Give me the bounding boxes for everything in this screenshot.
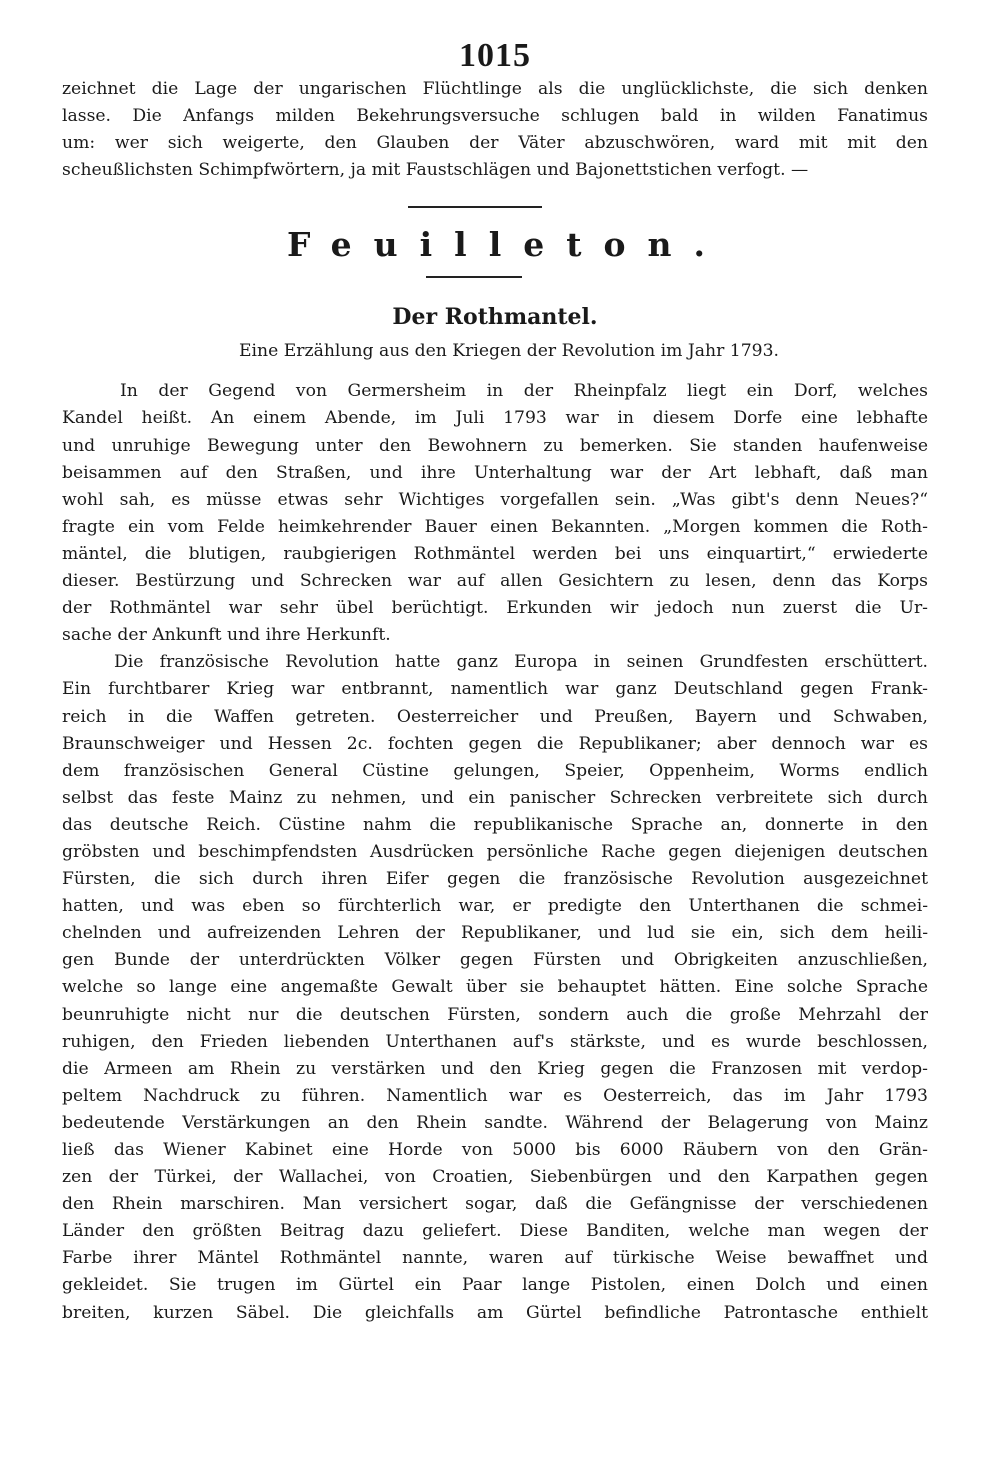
text-line: welche so lange eine angemaßte Gewalt über sie behauptet hätten. Eine solche Sprache [62,977,928,998]
text-line: peltem Nachdruck zu führen. Namentlich war es Oesterreich, das im Jahr 1793 [62,1085,928,1106]
text-line: ruhigen, den Frieden liebenden Unterthanen auf's stärkste, und es wurde beschlossen, [62,1031,928,1052]
text-line: Braunschweiger und Hessen 2c. fochten gegen die Republikaner; aber dennoch war es [62,733,928,754]
text-line: dieser. Bestürzung und Schrecken war auf allen Gesichtern zu lesen, denn das Korps [62,571,928,592]
text-line: lasse. Die Anfangs milden Bekehrungsversuche schlugen bald in wilden Fanatimus [62,106,928,127]
text-line: Fürsten, die sich durch ihren Eifer gegen die französische Revolution ausgezeichnet [62,869,928,890]
intro-paragraph [62,76,928,184]
text-line: beunruhigte nicht nur die deutschen Fürsten, sondern auch die große Mehrzahl der [62,1004,928,1025]
text-line: um: wer sich weigerte, den Glauben der Väter abzuschwören, ward mit mit den [62,133,928,154]
text-line: sache der Ankunft und ihre Herkunft. [62,625,391,646]
text-line: selbst das feste Mainz zu nehmen, und ein panischer Schrecken verbreitete sich durch [62,787,928,808]
story-subtitle: Eine Erzählung aus den Kriegen der Revolution im Jahr 1793. [239,341,779,362]
text-line: reich in die Waffen getreten. Oesterreicher und Preußen, Bayern und Schwaben, [62,706,928,727]
text-line: den Rhein marschiren. Man versichert sogar, daß die Gefängnisse der verschiedenen [62,1194,928,1215]
newspaper-page [62,36,928,1327]
story-title: Der Rothmantel. [392,304,598,331]
text-line: und unruhige Bewegung unter den Bewohnern zu bemerken. Sie standen haufenweise [62,435,928,456]
text-line: gen Bunde der unterdrückten Völker gegen Fürsten und Obrigkeiten anzuschließen, [62,950,928,971]
text-line: Die französische Revolution hatte ganz Europa in seinen Grundfesten erschüttert. [114,652,928,673]
text-line: In der Gegend von Germersheim in der Rheinpfalz liegt ein Dorf, welches [120,381,928,402]
paragraph-1 [62,378,928,649]
text-line: das deutsche Reich. Cüstine nahm die republikanische Sprache an, donnerte in den [62,814,928,835]
text-line: gekleidet. Sie trugen im Gürtel ein Paar lange Pistolen, einen Dolch und einen [62,1275,928,1296]
section-divider-bottom [426,276,522,278]
text-line: Farbe ihrer Mäntel Rothmäntel nannte, waren auf türkische Weise bewaffnet und [62,1248,928,1269]
text-line: beisammen auf den Straßen, und ihre Unterhaltung war der Art lebhaft, daß man [62,462,928,483]
text-line: Kandel heißt. An einem Abende, im Juli 1793 war in diesem Dorfe eine lebhafte [62,408,928,429]
text-line: gröbsten und beschimpfendsten Ausdrücken persönliche Rache gegen diejenigen deutschen [62,841,928,862]
text-line: zeichnet die Lage der ungarischen Flüchtlinge als die unglücklichste, die sich denken [62,79,928,99]
paragraph-2 [62,649,928,1326]
page-number: 1015 [459,37,531,74]
text-line: bedeutende Verstärkungen an den Rhein sandte. Während der Belagerung von Mainz [62,1112,928,1133]
text-line: Ein furchtbarer Krieg war entbrannt, namentlich war ganz Deutschland gegen Frank- [62,679,928,700]
text-line: zen der Türkei, der Wallachei, von Croatien, Siebenbürgen und den Karpathen gegen [62,1167,928,1188]
text-line: dem französischen General Cüstine gelungen, Speier, Oppenheim, Worms endlich [62,760,928,781]
text-line: die Armeen am Rhein zu verstärken und den Krieg gegen die Franzosen mit verdop- [62,1058,928,1079]
section-heading: Feuilleton. [287,225,727,265]
text-line: chelnden und aufreizenden Lehren der Republikaner, und lud sie ein, sich dem heili- [62,923,928,944]
text-line: wohl sah, es müsse etwas sehr Wichtiges vorgefallen sein. „Was gibt's denn Neues?“ [62,489,928,510]
text-line: breiten, kurzen Säbel. Die gleichfalls am Gürtel befindliche Patrontasche enthielt [62,1302,928,1323]
text-line: scheußlichsten Schimpfwörtern, ja mit Faustschlägen und Bajonettstichen verfogt. — [62,160,809,181]
text-line: der Rothmäntel war sehr übel berüchtigt. Erkunden wir jedoch nun zuerst die Ur- [62,598,928,619]
text-line: fragte ein vom Felde heimkehrender Bauer einen Bekannten. „Morgen kommen die Roth- [62,516,928,537]
text-line: hatten, und was eben so fürchterlich war, er predigte den Unterthanen die schmei- [62,896,928,917]
text-line: ließ das Wiener Kabinet eine Horde von 5000 bis 6000 Räubern von den Grän- [62,1140,928,1160]
text-line: Länder den größten Beitrag dazu geliefert. Diese Banditen, welche man wegen der [62,1221,928,1242]
section-divider-top [408,206,542,208]
text-line: mäntel, die blutigen, raubgierigen Rothmäntel werden bei uns einquartirt,“ erwiederte [62,543,928,564]
